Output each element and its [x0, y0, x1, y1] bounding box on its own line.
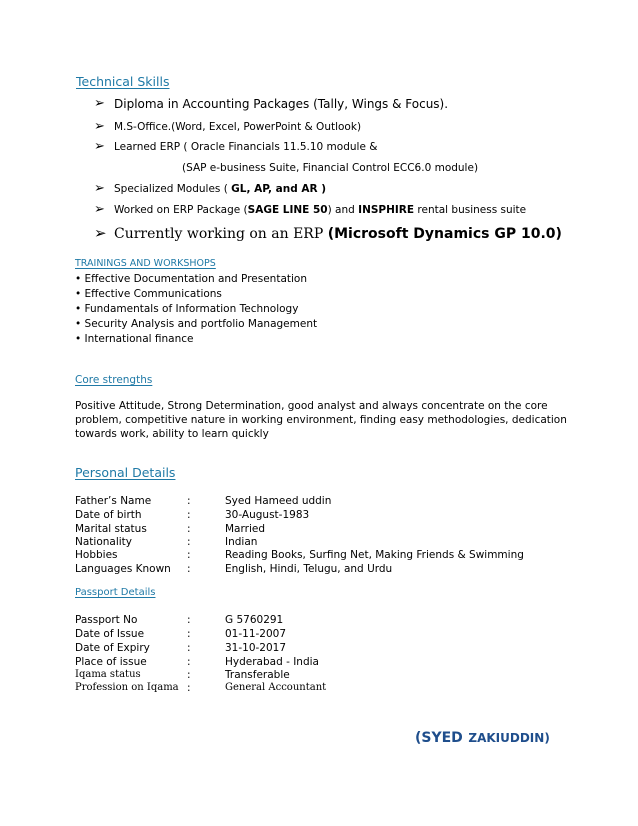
skill-item-current: Currently working on an ERP (Microsoft Dynamics GP 10.0) [114, 226, 562, 242]
detail-separator: : [187, 495, 191, 507]
detail-separator: : [187, 614, 191, 626]
personal-details-heading: Personal Details [75, 465, 176, 480]
core-strengths-line: problem, competitive nature in working environment, finding easy methodologies, dedication [75, 414, 567, 426]
skill-item: Worked on ERP Package (SAGE LINE 50) and INSPHIRE rental business suite [114, 204, 527, 216]
signature-name: (SYED ZAKIUDDIN) [415, 730, 550, 746]
detail-label: Passport No [75, 614, 138, 626]
detail-value: Reading Books, Surfing Net, Making Friends & Swimming [225, 549, 524, 561]
passport-details-heading: Passport Details [75, 587, 156, 598]
core-strengths-heading: Core strengths [75, 374, 153, 386]
detail-separator: : [187, 523, 191, 535]
training-item: • Effective Communications [75, 288, 222, 300]
arrow-bullet-icon: ➢ [94, 119, 105, 134]
arrow-bullet-icon: ➢ [94, 96, 105, 111]
detail-value: 31-10-2017 [225, 642, 287, 654]
detail-value: G 5760291 [225, 614, 284, 626]
skill-item: Diploma in Accounting Packages (Tally, Wings & Focus). [114, 97, 449, 111]
detail-label: Marital status [75, 523, 147, 535]
core-strengths-line: Positive Attitude, Strong Determination, good analyst and always concentrate on the core [75, 400, 548, 412]
detail-value: Married [225, 523, 265, 535]
detail-label: Date of Issue [75, 628, 145, 640]
technical-skills-heading: Technical Skills [76, 74, 170, 89]
detail-label: Date of Expiry [75, 642, 150, 654]
training-item: • Effective Documentation and Presentation [75, 273, 307, 285]
core-strengths-line: towards work, ability to learn quickly [75, 428, 269, 440]
detail-separator: : [187, 628, 191, 640]
arrow-bullet-icon: ➢ [94, 181, 105, 196]
arrow-bullet-icon: ➢ [94, 139, 105, 154]
detail-separator: : [187, 536, 191, 548]
detail-label: Languages Known [75, 563, 171, 575]
detail-separator: : [187, 642, 191, 654]
trainings-heading: TRAININGS AND WORKSHOPS [75, 258, 216, 269]
detail-value: General Accountant [225, 682, 327, 693]
detail-label: Hobbies [75, 549, 118, 561]
detail-value: 30-August-1983 [225, 509, 310, 521]
training-item: • Security Analysis and portfolio Management [75, 318, 318, 330]
detail-separator: : [187, 656, 191, 668]
detail-separator: : [187, 682, 191, 694]
detail-separator: : [187, 669, 191, 681]
detail-label: Profession on Iqama [75, 682, 179, 693]
detail-label: Iqama status [75, 669, 141, 680]
arrow-bullet-icon: ➢ [94, 202, 105, 217]
training-item: • International finance [75, 333, 194, 345]
detail-value: Hyderabad - India [225, 656, 319, 668]
training-item: • Fundamentals of Information Technology [75, 303, 299, 315]
detail-value: English, Hindi, Telugu, and Urdu [225, 563, 393, 575]
skill-item: M.S-Office.(Word, Excel, PowerPoint & Outlook) [114, 121, 362, 133]
skill-item-continuation: (SAP e-business Suite, Financial Control ECC6.0 module) [182, 162, 479, 174]
detail-separator: : [187, 549, 191, 561]
detail-value: 01-11-2007 [225, 628, 287, 640]
skill-item: Learned ERP ( Oracle Financials 11.5.10 module & [114, 141, 378, 153]
detail-value: Transferable [225, 669, 290, 681]
detail-value: Syed Hameed uddin [225, 495, 332, 507]
arrow-bullet-icon: ➢ [94, 224, 107, 242]
detail-separator: : [187, 509, 191, 521]
detail-label: Date of birth [75, 509, 142, 521]
detail-value: Indian [225, 536, 258, 548]
detail-separator: : [187, 563, 191, 575]
detail-label: Place of issue [75, 656, 147, 668]
detail-label: Father’s Name [75, 495, 152, 507]
detail-label: Nationality [75, 536, 133, 548]
skill-item: Specialized Modules ( GL, AP, and AR ) [114, 183, 327, 195]
